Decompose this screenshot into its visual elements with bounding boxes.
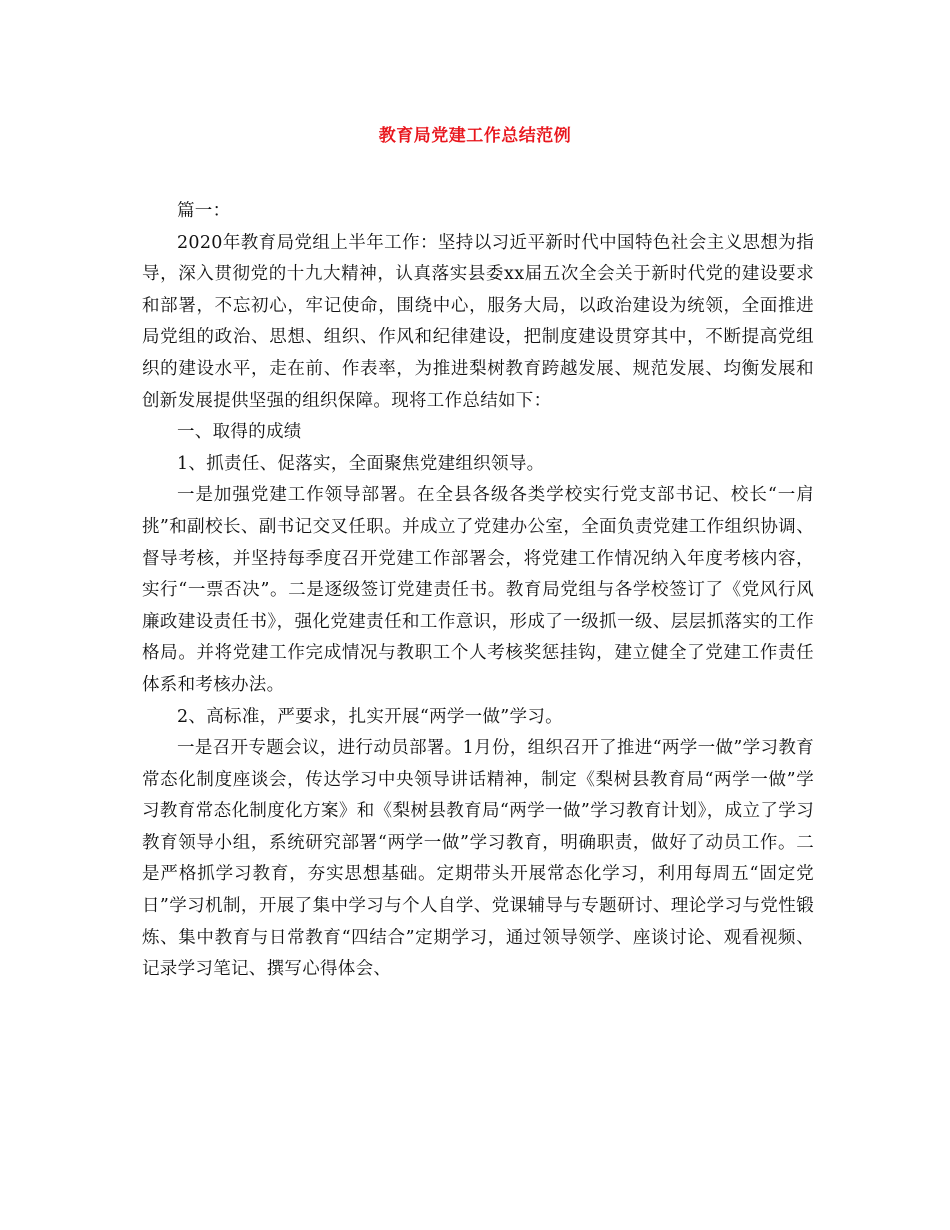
document-body [142,196,814,986]
document-title: 教育局党建工作总结范例 [378,126,572,146]
subheading-study: 2、高标准，严要求，扎实开展“两学一做”学习。 [177,706,563,727]
subheading-responsibility: 1、抓责任、促落实，全面聚焦党建组织领导。 [177,453,545,474]
section-heading-achievements: 一、取得的成绩 [177,422,302,443]
section-heading-part-one: 篇一： [177,201,231,221]
study-paragraph: 一是召开专题会议，进行动员部署。1月份，组织召开了推进“两学一做”学习教育常态化制度座谈会，传达学习中央领导讲话精神，制定《梨树县教育局“两学一做”学习教育常态化制度化方案》和《梨树县教育局“两学一做”学习教育计划》，成立了学习教育领导小组，系统研究部署“两学一做”学习教育，明确职责，做好了动员工作。二是严格抓学习教育，夯实思想基础。定期带头开展常态化学习，利用每周五“固定党日”学习机制，开展了集中学习与个人自学、党课辅导与专题研讨、理论学习与党性锻炼、集中教育与日常教育“四结合”定期学习，通过领导领学、座谈讨论、观看视频、记录学习笔记、撰写心得体会、 [142,738,814,980]
responsibility-paragraph: 一是加强党建工作领导部署。在全县各级各类学校实行党支部书记、校长“一肩挑”和副校长、副书记交叉任职。并成立了党建办公室，全面负责党建工作组织协调、督导考核，并坚持每季度召开党建工作部署会，将党建工作情况纳入年度考核内容，实行“一票否决”。二是逐级签订党建责任书。教育局党组与各学校签订了《党风行风廉政建设责任书》，强化党建责任和工作意识，形成了一级抓一级、层层抓落实的工作格局。并将党建工作完成情况与教职工个人考核奖惩挂钩，建立健全了党建工作责任体系和考核办法。 [142,485,814,695]
intro-paragraph: 2020年教育局党组上半年工作：坚持以习近平新时代中国特色社会主义思想为指导，深入贯彻党的十九大精神，认真落实县委xx届五次全会关于新时代党的建设要求和部署，不忘初心，牢记使命，围绕中心，服务大局，以政治建设为统领，全面推进局党组的政治、思想、组织、作风和纪律建设，把制度建设贯穿其中，不断提高党组织的建设水平，走在前、作表率，为推进梨树教育跨越发展、规范发展、均衡发展和创新发展提供坚强的组织保障。现将工作总结如下： [142,232,814,411]
